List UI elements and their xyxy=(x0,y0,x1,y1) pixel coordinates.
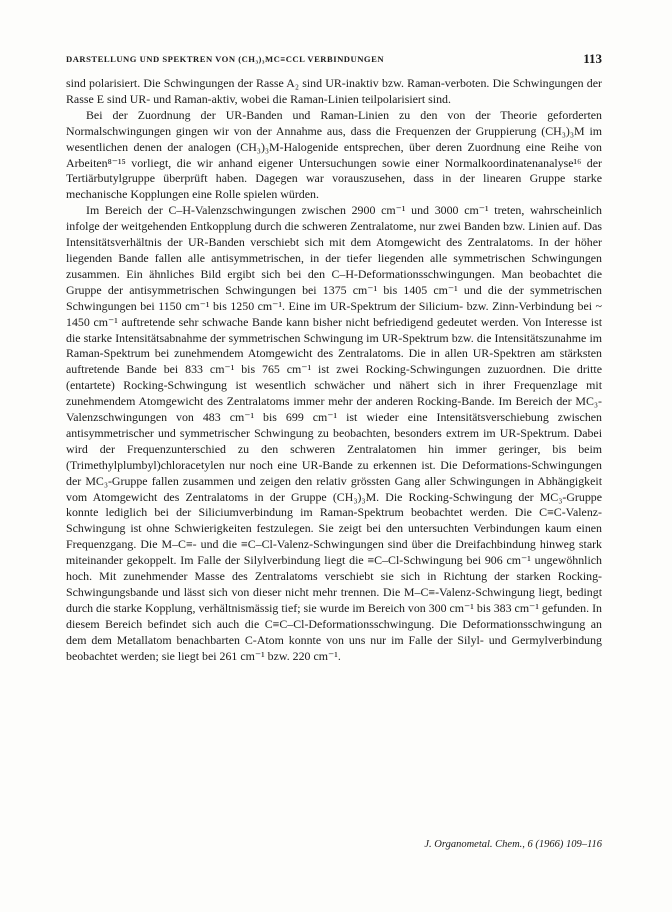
journal-citation: , 6 (1966) 109–116 xyxy=(522,839,602,850)
journal-name: J. Organometal. Chem. xyxy=(424,839,523,850)
running-head: DARSTELLUNG UND SPEKTREN VON (CH₃)₃MC≡CCL VERBINDUNGEN xyxy=(66,54,385,64)
page-number: 113 xyxy=(583,51,602,66)
article-body xyxy=(66,76,602,665)
page-footer xyxy=(66,838,602,852)
page-header xyxy=(66,50,602,68)
paragraph-vibrations: Im Bereich der C–H-Valenzschwingungen zwischen 2900 cm⁻¹ und 3000 cm⁻¹ treten, wahrscheinlich infolge der weitgehenden Entkopplung durch die schweren Zentralatome, nur zwei Banden bzw. Linien auf. Das Intensitätsverhältnis der UR-Banden verschiebt sich mit dem Atomgewicht des Zentralatoms. In der höher liegenden Bande fallen alle antisymmetrischen, in der tiefer liegenden alle symmetrischen Schwingungen zusammen. Ein ähnliches Bild ergibt sich bei den C–H-Deformationsschwingungen. Man beobachtet die Gruppe der antisymmetrischen Schwingungen bei 1375 cm⁻¹ bis 1405 cm⁻¹ und die der symmetrischen Schwingungen bei 1150 cm⁻¹ bis 1250 cm⁻¹. Eine im UR-Spektrum der Silicium- bzw. Zinn-Verbindung bei ~ 1450 cm⁻¹ auftretende sehr schwache Bande kann bisher nicht befriedigend gedeutet werden. Von Interesse ist die starke Intensitätsabnahme der symmetrischen Schwingung im UR-Spektrum bzw. die Intensitätszunahme im Raman-Spektrum bei zunehmendem Atomgewicht des Zentralatoms. Die in allen UR-Spektren am stärksten auftretende Bande bei 833 cm⁻¹ bis 765 cm⁻¹ ist zwei Rocking-Schwingungen zuzuordnen. Die dritte (entartete) Rocking-Schwingung ist wesentlich schwächer und nähert sich in ihrer Frequenzlage mit zunehmendem Atomgewicht des Zentralatoms immer mehr der anderen Rocking-Bande. Im Bereich der MC₃-Valenzschwingungen von 483 cm⁻¹ bis 699 cm⁻¹ ist wieder eine Intensitätsverschiebung zwischen antisymmetrischer und symmetrischer Schwingung zu beobachten, besonders extrem im UR-Spektrum. Dabei wird der Frequenzunterschied zu den schweren Zentralatomen hin immer geringer, bis beim (Trimethylplumbyl)chloracetylen nur noch eine UR-Bande zu erkennen ist. Die Deformations-Schwingungen der MC₃-Gruppe fallen zusammen und zeigen den relativ grössten Gang aller Schwingungen in Abhängigkeit vom Atomgewicht des Zentralatoms in der Gruppe (CH₃)₃M. Die Rocking-Schwingung der MC₃-Gruppe konnte lediglich bei der Siliciumverbindung im Raman-Spektrum beobachtet werden. Die C≡C-Valenz-Schwingung ist ohne Schwierigkeiten festzulegen. Sie zeigt bei den untersuchten Verbindungen kaum einen Frequenzgang. Die M–C≡- und die ≡C–Cl-Valenz-Schwingungen sind über die Dreifachbindung hinweg stark miteinander gekoppelt. Im Falle der Silylverbindung liegt die ≡C–Cl-Schwingung bei 906 cm⁻¹ ungewöhnlich hoch. Mit zunehmender Masse des Zentralatoms verschiebt sie sich in Richtung der starken Rocking-Schwingungsbande und lässt sich von dieser nicht mehr trennen. Die M–C≡-Valenz-Schwingung liegt, bedingt durch die starke Kopplung, verhältnismässig tief; sie wurde im Bereich von 300 cm⁻¹ bis 383 cm⁻¹ gefunden. In diesem Bereich befindet sich auch die C≡C–Cl-Deformationsschwingung. Die Deformationsschwingung an dem dem Metallatom benachbarten C-Atom konnte von uns nur im Falle der Silyl- und Germylverbindung beobachtet werden; sie liegt bei 261 cm⁻¹ bzw. 220 cm⁻¹. xyxy=(66,203,602,663)
paragraph-continuation: sind polarisiert. Die Schwingungen der Rasse A₂ sind UR-inaktiv bzw. Raman-verboten. Die Schwingungen der Rasse E sind UR- und Raman-aktiv, wobei die Raman-Linien teilpolarisiert sind. xyxy=(66,76,602,106)
paragraph-assignment: Bei der Zuordnung der UR-Banden und Raman-Linien zu den von der Theorie geforderten Normalschwingungen gingen wir von der Annahme aus, dass die Frequenzen der Gruppierung (CH₃)₃M im wesentlichen denen der analogen (CH₃)₃M-Halogenide entsprechen, über deren Zuordnung eine Reihe von Arbeiten⁸⁻¹⁵ vorliegt, die wir anhand eigener Untersuchungen sowie einer Normalkoordinatenanalyse¹⁶ der Tertiärbutylgruppe überprüft haben. Dagegen war vorauszusehen, dass in der linearen Gruppe starke mechanische Kopplungen eine Rolle spielen würden. xyxy=(66,107,602,202)
